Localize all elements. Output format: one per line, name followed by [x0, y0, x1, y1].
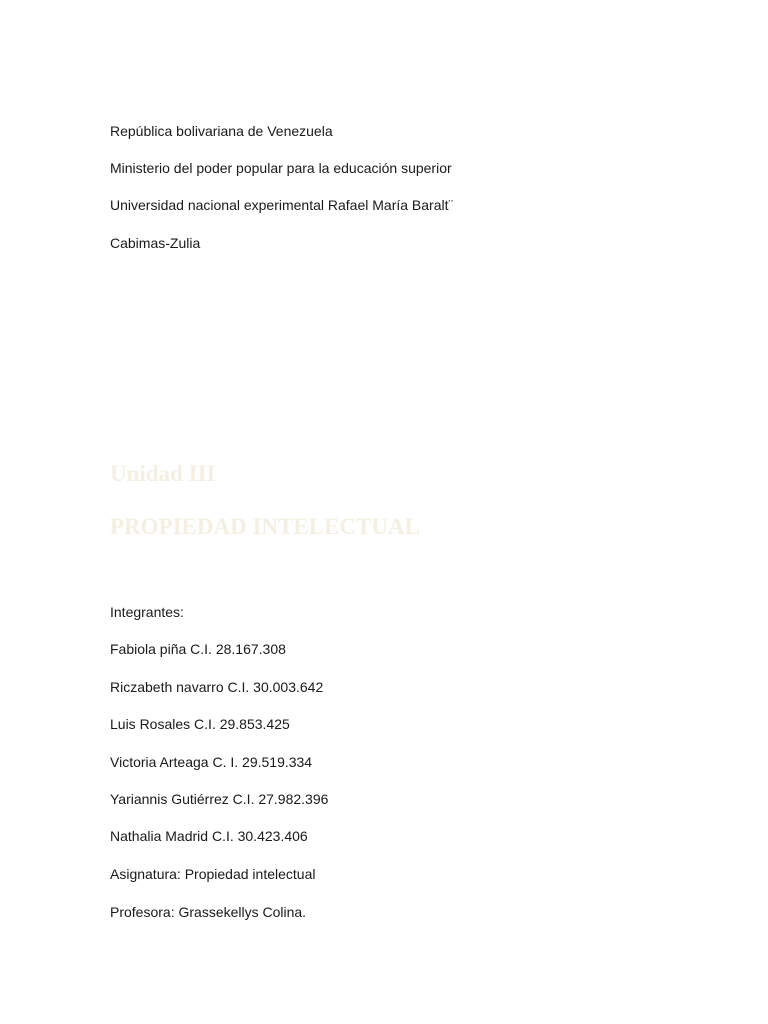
member-item: Yariannis Gutiérrez C.I. 27.982.396	[110, 791, 329, 807]
member-item: Luis Rosales C.I. 29.853.425	[110, 716, 290, 732]
member-item: Fabiola piña C.I. 28.167.308	[110, 641, 286, 657]
unit-title: Unidad III	[110, 461, 216, 486]
member-item: Riczabeth navarro C.I. 30.003.642	[110, 679, 324, 695]
university-line: Universidad nacional experimental Rafael María Baralt¨	[110, 197, 454, 213]
subject-line: Asignatura: Propiedad intelectual	[110, 866, 316, 882]
country-line: República bolivariana de Venezuela	[110, 123, 333, 139]
professor-line: Profesora: Grassekellys Colina.	[110, 904, 307, 920]
member-item: Nathalia Madrid C.I. 30.423.406	[110, 828, 308, 844]
location-line: Cabimas-Zulia	[110, 235, 201, 251]
member-item: Victoria Arteaga C. I. 29.519.334	[110, 754, 313, 770]
ministry-line: Ministerio del poder popular para la educación superior	[110, 160, 452, 176]
subject-title: PROPIEDAD INTELECTUAL	[110, 514, 420, 539]
members-label: Integrantes:	[110, 604, 184, 620]
